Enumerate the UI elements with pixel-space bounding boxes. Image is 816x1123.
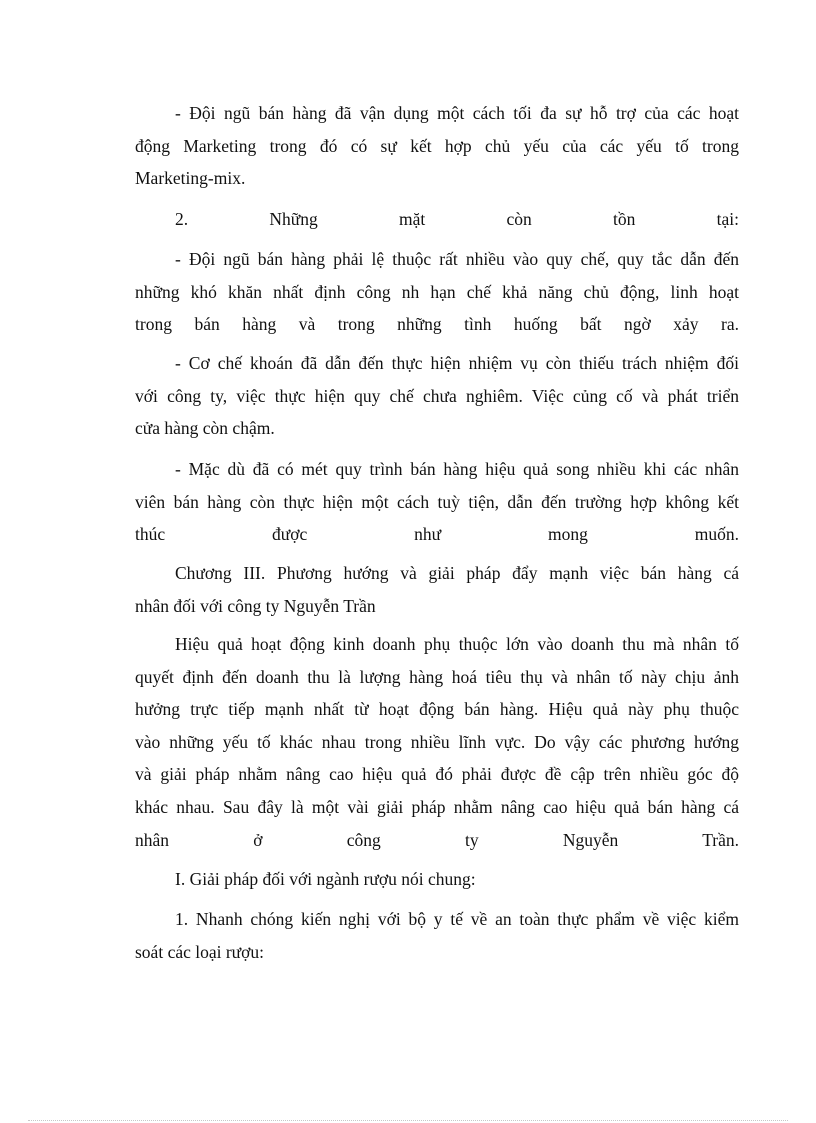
text-line: 1. Nhanh chóng kiến nghị với bộ y tế về an toàn thực phẩm về việc kiểm	[175, 909, 739, 929]
text-line: Chương III. Phương hướng và giải pháp đẩy mạnh việc bán hàng cá	[175, 563, 739, 583]
paragraph-contract-mechanism	[135, 347, 739, 445]
text-line: cửa hàng còn chậm.	[135, 418, 275, 439]
text-line: với công ty, việc thực hiện quy chế chưa nghiêm. Việc củng cố và phát triển	[135, 385, 739, 406]
chapter-heading	[135, 557, 739, 622]
text-line: hưởng trực tiếp mạnh nhất từ hoạt động bán hàng. Hiệu quả này phụ thuộc	[135, 699, 739, 720]
paragraph-business-efficiency	[135, 628, 739, 856]
text-line: - Đội ngũ bán hàng đã vận dụng một cách tối đa sự hỗ trợ của các hoạt	[175, 103, 739, 123]
section-heading-remaining-issues	[135, 203, 739, 236]
text-line: khác nhau. Sau đây là một vài giải pháp nhằm nâng cao hiệu quả bán hàng cá	[135, 796, 739, 817]
text-line: trong bán hàng và trong những tình huống bất ngờ xảy ra.	[135, 314, 739, 335]
text-line: I. Giải pháp đối với ngành rượu nói chung:	[175, 869, 476, 889]
text-line: - Đội ngũ bán hàng phải lệ thuộc rất nhiều vào quy chế, quy tắc dẫn đến	[175, 249, 739, 269]
text-line: thúc được như mong muốn.	[135, 524, 739, 545]
text-line: và giải pháp nhằm nâng cao hiệu quả đó phải được đề cập trên nhiều góc độ	[135, 764, 739, 785]
paragraph-health-ministry-proposal	[135, 903, 739, 968]
text-line: động Marketing trong đó có sự kết hợp chủ yếu của các yếu tố trong	[135, 135, 739, 156]
text-line: soát các loại rượu:	[135, 941, 265, 962]
text-line: quyết định đến doanh thu là lượng hàng hoá tiêu thụ và nhân tố này chịu ảnh	[135, 666, 739, 687]
page-bottom-divider	[28, 1120, 788, 1121]
text-line: Marketing-mix.	[135, 168, 246, 189]
text-line: những khó khăn nhất định công nh hạn chế khả năng chủ động, linh hoạt	[135, 281, 739, 302]
paragraph-sales-process	[135, 453, 739, 551]
text-line: - Cơ chế khoán đã dẫn đến thực hiện nhiệm vụ còn thiếu trách nhiệm đối	[175, 353, 739, 373]
text-line: Hiệu quả hoạt động kinh doanh phụ thuộc lớn vào doanh thu mà nhân tố	[175, 634, 739, 654]
text-line: vào những yếu tố khác nhau trong nhiều lĩnh vực. Do vậy các phương hướng	[135, 731, 739, 752]
text-line: viên bán hàng còn thực hiện một cách tuỳ tiện, dẫn đến trường hợp không kết	[135, 491, 739, 512]
paragraph-marketing-support	[135, 97, 739, 195]
text-line: - Mặc dù đã có mét quy trình bán hàng hiệu quả song nhiều khi các nhân	[175, 459, 739, 479]
paragraph-regulation-dependence	[135, 243, 739, 341]
text-line: nhân đối với công ty Nguyễn Trần	[135, 595, 376, 616]
section-heading-industry-solutions	[135, 863, 739, 896]
text-line: nhân ở công ty Nguyễn Trần.	[135, 829, 739, 850]
text-line: 2. Những mặt còn tồn tại:	[175, 209, 739, 229]
